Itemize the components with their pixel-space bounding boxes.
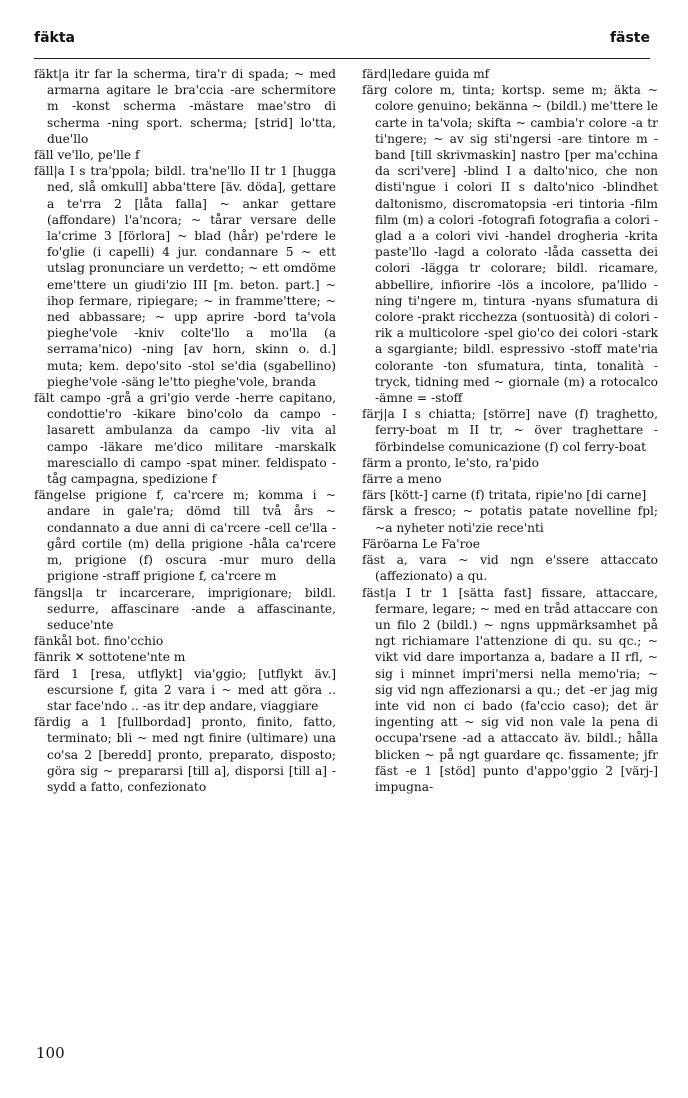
right-column xyxy=(362,66,658,795)
dictionary-entry: fäkt|a itr far la scherma, tira'r di spada; ~ med armarna agitare le bra'ccia -are schermitore m -konst scherma -mästare mae'stro di scherma -ning sport. scherma; [strid] lo'tta, due'llo xyxy=(34,67,336,146)
page-header xyxy=(34,30,650,50)
page-number: 100 xyxy=(36,1044,65,1062)
left-guideword: fäkta xyxy=(34,30,75,46)
dictionary-entry: färsk a fresco; ~ potatis patate novelline fpl; ~a nyheter noti'zie rece'nti xyxy=(362,504,658,535)
dictionary-entry: färm a pronto, le'sto, ra'pido xyxy=(362,455,539,470)
dictionary-entry: färg colore m, tinta; kortsp. seme m; äkta ~ colore genuino; bekänna ~ (bildl.) me'ttere le carte in ta'vola; skifta ~ cambia'r colore -a tr ti'ngere; ~ av sig sti'ngersi -are tintore m -band [till skrivmaskin] nastro [per ma'cchina da scri'vere] -blind I a dalto'nico, che non disti'ngue i colori II s dalto'nico -blindhet daltonismo, discromatopsia -eri tintoria -film film (m) a colori -fotografi fotografia a colori -glad a a colori vivi -handel drogheria -krita paste'llo -lagd a colorato -låda cassetta dei colori -lägga tr colorare; bildl. ricamare, abbellire, infiorire -lös a incolore, pa'llido -ning ti'ngere m, tintura -nyans sfumatura di colore -prakt ricchezza (sontuosità) di colori -rik a multicolore -spel gio'co dei colori -stark a sgargiante; bildl. espressivo -stoff mate'ria colorante -ton sfumatura, tinta, tonalità -tryck, tidning med ~ giornale (m) a rotocalco -ämne = -stoff xyxy=(362,83,658,406)
dictionary-entry: färj|a I s chiatta; [större] nave (f) traghetto, ferry-boat m II tr, ~ över traghettare -förbindelse comunicazione (f) col ferry-boat xyxy=(362,407,658,454)
dictionary-entry: fängelse prigione f, ca'rcere m; komma i ~ andare in gale'ra; dömd till två års ~ condannato a due anni di ca'rcere -cell ce'lla -gård cortile (m) della prigione -håla ca'rcere m, prigione (f) oscura -mur muro della prigione -straff prigione f, ca'rcere m xyxy=(34,488,336,584)
dictionary-entry: fänkål bot. fino'cchio xyxy=(34,634,164,649)
dictionary-entry: Färöarna Le Fa'roe xyxy=(362,536,480,551)
dictionary-entry: färs [kött-] carne (f) tritata, ripie'no [di carne] xyxy=(362,488,647,503)
dictionary-entry: färd 1 [resa, utflykt] via'ggio; [utflykt äv.] escursione f, gita 2 vara i ~ med att göra .. star face'ndo .. -as itr dep andare, viaggiare xyxy=(34,666,336,713)
dictionary-entry: fäst|a I tr 1 [sätta fast] fissare, attaccare, fermare, legare; ~ med en tråd attaccare con un filo 2 (bildl.) ~ ngns uppmärksamhet på ngt richiamare l'attenzione di qu. su qc.; ~ vikt vid dare importanza a, badare a II rfl, ~ sig i minnet impri'mersi nella memo'ria; ~ sig vid ngn affezionarsi a qu.; det -er jag mig inte vid non ci bado (fa'ccio caso); det är ingenting att ~ sig vid non vale la pena di occupa'rsene -ad a attaccato äv. bildl.; hålla blicken ~ på ngt guardare qc. fissamente; jfr fäst -e 1 [stöd] punto d'appo'ggio 2 [värj-] impugna- xyxy=(362,585,658,794)
header-rule xyxy=(34,58,650,59)
dictionary-entry: fäll|a I s tra'ppola; bildl. tra'ne'llo II tr 1 [hugga ned, slå omkull] abba'ttere [äv. döda], gettare a te'rra 2 [låta falla] ~ ankar gettare (affondare) l'a'ncora; ~ tårar versare delle la'crime 3 [förlora] ~ blad (hår) pe'rdere le fo'glie (i capelli) 4 jur. condannare 5 ~ ett utslag pronunciare un verdetto; ~ ett omdöme eme'ttere un giudi'zio III [m. beton. part.] ~ ihop fermare, ripiegare; ~ in framme'ttere; ~ ned abbassare; ~ upp aprire -bord ta'vola pieghe'vole -kniv colte'llo a mo'lla (a serrama'nico) -ning [av horn, skinn o. d.] muta; kem. depo'sito -stol se'dia (sgabellino) pieghe'vole -säng le'tto pieghe'vole, branda xyxy=(34,164,336,389)
dictionary-entry: fäst a, vara ~ vid ngn e'ssere attaccato (affezionato) a qu. xyxy=(362,553,658,584)
dictionary-entry: fängsl|a tr incarcerare, imprigionare; bildl. sedurre, affascinare -ande a affascinante, seduce'nte xyxy=(34,585,336,632)
dictionary-entry: fäll ve'llo, pe'lle f xyxy=(34,148,140,163)
dictionary-entry: färd|ledare guida mf xyxy=(362,67,490,81)
right-guideword: fäste xyxy=(609,30,650,46)
dictionary-entry: fänrik ✕ sottotene'nte m xyxy=(34,650,186,665)
dictionary-entry: fält campo -grå a gri'gio verde -herre capitano, condottie'ro -kikare bino'colo da campo -lasarett ambulanza da campo -liv vita al campo -läkare me'dico militare -marskalk maresciallo di campo -spat miner. feldispato -tåg campagna, spedizione f xyxy=(34,391,336,487)
left-column xyxy=(34,66,336,795)
dictionary-entry: färdig a 1 [fullbordad] pronto, finito, fatto, terminato; bli ~ med ngt finire (ultimare) una co'sa 2 [beredd] pronto, preparato, disposto; göra sig ~ prepararsi [till a], disporsi [till a] -sydd a fatto, confezionato xyxy=(34,715,336,794)
dictionary-entry: färre a meno xyxy=(362,472,442,487)
